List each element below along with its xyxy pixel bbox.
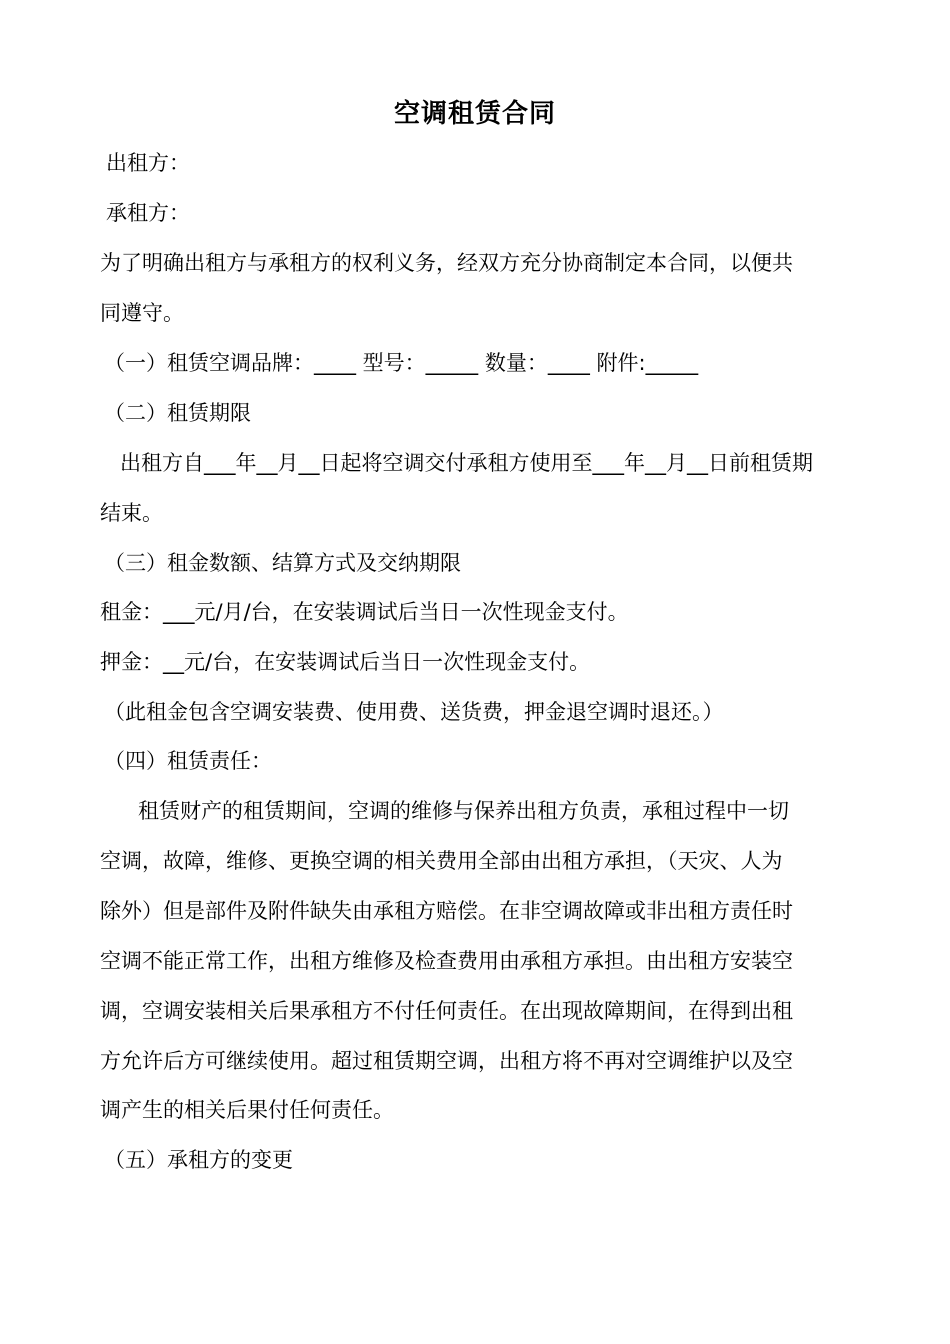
liability-line-5: 调，空调安装相关后果承租方不付任何责任。在出现故障期间，在得到出租	[100, 999, 793, 1023]
lease-period-line-1: 出租方自___年__月__日起将空调交付承租方使用至___年__月__日前租赁期	[120, 451, 813, 475]
document-title: 空调租赁合同	[393, 99, 556, 129]
deposit-line: 押金：__元/台，在安装调试后当日一次性现金支付。	[100, 650, 591, 674]
section-4-heading: （四）租赁责任：	[104, 749, 272, 773]
rent-note-line: （此租金包含空调安装费、使用费、送货费，押金退空调时退还。）	[104, 700, 724, 724]
liability-line-2: 空调，故障，维修、更换空调的相关费用全部由出租方承担，（天灾、人为	[100, 849, 783, 873]
section-2-heading: （二）租赁期限	[104, 401, 251, 425]
liability-line-7: 调产生的相关后果付任何责任。	[100, 1098, 394, 1122]
section-3-heading: （三）租金数额、结算方式及交纳期限	[104, 551, 461, 575]
preamble-line-1: 为了明确出租方与承租方的权利义务，经双方充分协商制定本合同，以便共	[100, 251, 793, 275]
liability-line-1: 租赁财产的租赁期间，空调的维修与保养出租方负责，承租过程中一切	[138, 799, 789, 823]
rent-line: 租金：___元/月/台，在安装调试后当日一次性现金支付。	[100, 600, 629, 624]
lessor-line: 出租方：	[106, 151, 190, 175]
section-1-line: （一）租赁空调品牌：____ 型号：_____ 数量：____ 附件:_____	[104, 351, 699, 375]
section-5-heading: （五）承租方的变更	[104, 1148, 293, 1172]
liability-line-3: 除外）但是部件及附件缺失由承租方赔偿。在非空调故障或非出租方责任时	[100, 899, 793, 923]
lessee-line: 承租方：	[106, 201, 190, 225]
lease-period-line-2: 结束。	[100, 501, 163, 525]
preamble-line-2: 同遵守。	[100, 301, 184, 325]
liability-line-4: 空调不能正常工作，出租方维修及检查费用由承租方承担。由出租方安装空	[100, 949, 793, 973]
liability-line-6: 方允许后方可继续使用。超过租赁期空调，出租方将不再对空调维护以及空	[100, 1049, 793, 1073]
